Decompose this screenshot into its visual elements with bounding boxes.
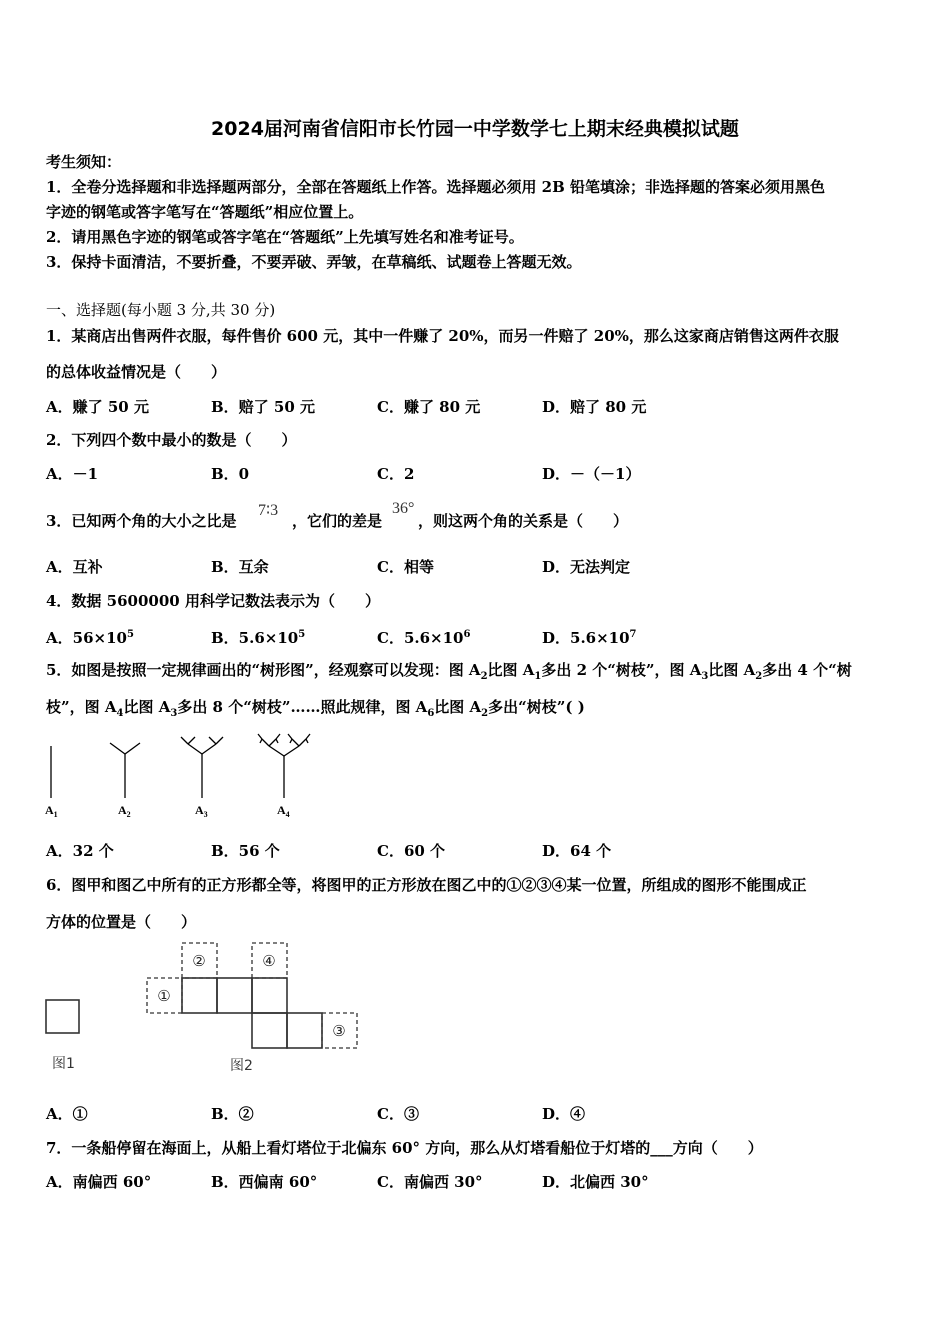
q1-option-b: B．赔了 50 元 <box>211 398 315 416</box>
page-title: 2024届河南省信阳市长竹园一中学数学七上期末经典模拟试题 <box>211 118 739 140</box>
section-heading: 一、选择题(每小题 3 分,共 30 分) <box>46 301 276 319</box>
q4-option-a-base: A．56×10 <box>46 629 127 647</box>
mark-2: ② <box>192 952 206 970</box>
tree-label-a3: $A_3$ <box>195 803 208 819</box>
q3-stem-c: ，则这两个角的关系是（ ） <box>418 512 629 530</box>
q5-sub: 1 <box>534 671 542 682</box>
q5-text: 多出“树枝”( ) <box>488 698 585 716</box>
q4-option-a-exponent: 5 <box>126 629 134 640</box>
q7-option-a: A．南偏西 60° <box>46 1173 152 1191</box>
q2-stem: 2．下列四个数中最小的数是（ ） <box>46 431 297 449</box>
tree-label-a4: $A_4$ <box>277 803 290 819</box>
q4-option-b <box>211 625 305 648</box>
q1-option-a: A．赚了 50 元 <box>46 398 149 416</box>
q5-sub: 4 <box>116 708 124 719</box>
q3-stem-a: 3．已知两个角的大小之比是 <box>46 512 237 530</box>
q3-option-d: D．无法判定 <box>542 558 631 576</box>
q5-sub: 3 <box>701 671 709 682</box>
q7-option-d: D．北偏西 30° <box>542 1173 649 1191</box>
q3-difference: 36° <box>392 500 415 517</box>
q5-option-c: C．60 个 <box>377 842 446 860</box>
q2-option-c: C．2 <box>377 465 415 483</box>
fig1-label: 图1 <box>52 1056 75 1072</box>
q6-stem-b: 方体的位置是（ ） <box>46 913 197 931</box>
q1-stem-a: 1．某商店出售两件衣服，每件售价 600 元，其中一件赚了 20%，而另一件赔了 20%，那么这家商店销售这两件衣服 <box>46 327 839 345</box>
fig1-square <box>46 1000 79 1033</box>
q5-text: 多出 2 个“树枝”，图 A <box>541 661 702 679</box>
q5-text: 比图 A <box>487 661 535 679</box>
q5-text: 比图 A <box>708 661 756 679</box>
q3-option-a: A．互补 <box>46 558 103 576</box>
q5-text: 枝”，图 A <box>46 698 117 716</box>
q5-stem-a <box>46 660 852 687</box>
mark-4: ④ <box>262 952 276 970</box>
notice-heading: 考生须知： <box>46 153 122 171</box>
q7-option-b: B．西偏南 60° <box>211 1173 318 1191</box>
q5-sub: 3 <box>170 708 178 719</box>
q4-option-c-exponent: 6 <box>463 629 471 640</box>
notice-line-2: 2．请用黑色字迹的钢笔或答字笔在“答题纸”上先填写姓名和准考证号。 <box>46 228 524 246</box>
q5-text: 比图 A <box>123 698 171 716</box>
q6-option-d: D．④ <box>542 1105 586 1123</box>
q6-stem-a: 6．图甲和图乙中所有的正方形都全等，将图甲的正方形放在图乙中的①②③④某一位置，所组成的图形不能围成正 <box>46 876 807 894</box>
q2-option-b: B．0 <box>211 465 250 483</box>
notice-line-3: 3．保持卡面清洁，不要折叠，不要弄破、弄皱，在草稿纸、试题卷上答题无效。 <box>46 253 582 271</box>
q4-stem: 4．数据 5600000 用科学记数法表示为（ ） <box>46 592 380 610</box>
tree-figures <box>40 728 340 824</box>
q4-option-c-base: C．5.6×10 <box>377 629 464 647</box>
cube-net-figures <box>40 938 370 1078</box>
q5-text: 比图 A <box>434 698 482 716</box>
notice-line-1a: 1．全卷分选择题和非选择题两部分，全部在答题纸上作答。选择题必须用 2B 铅笔填涂；非选择题的答案必须用黑色 <box>46 178 826 196</box>
notice-line-1b: 字迹的钢笔或答字笔写在“答题纸”相应位置上。 <box>46 203 364 221</box>
fig2-label: 图2 <box>230 1058 253 1074</box>
tree-label-a1: $A_1$ <box>45 803 58 819</box>
q5-stem-b <box>46 697 585 724</box>
mark-1: ① <box>157 987 171 1005</box>
q7-stem: 7．一条船停留在海面上，从船上看灯塔位于北偏东 60° 方向，那么从灯塔看船位于灯塔的___方向（ ） <box>46 1139 763 1157</box>
q4-option-b-base: B．5.6×10 <box>211 629 299 647</box>
q4-option-d-exponent: 7 <box>629 629 637 640</box>
q4-option-c <box>377 625 470 648</box>
mark-3: ③ <box>332 1022 346 1040</box>
q4-option-d-base: D．5.6×10 <box>542 629 630 647</box>
q3-stem-b: ，它们的差是 <box>292 512 383 530</box>
q4-option-a <box>46 625 134 648</box>
q5-option-b: B．56 个 <box>211 842 280 860</box>
q5-text: 多出 8 个“树枝”……照此规律，图 A <box>177 698 428 716</box>
q7-option-c: C．南偏西 30° <box>377 1173 483 1191</box>
q3-option-c: C．相等 <box>377 558 434 576</box>
q5-text: 多出 4 个“树 <box>762 661 852 679</box>
q5-sub: 6 <box>427 708 435 719</box>
q6-option-b: B．② <box>211 1105 254 1123</box>
q5-sub: 2 <box>755 671 763 682</box>
q2-option-d: D．－（－1） <box>542 465 641 483</box>
q4-option-d <box>542 625 637 648</box>
q1-option-d: D．赔了 80 元 <box>542 398 647 416</box>
q4-option-b-exponent: 5 <box>298 629 306 640</box>
q3-ratio: 7∶3 <box>258 502 279 519</box>
q6-option-c: C．③ <box>377 1105 419 1123</box>
q5-sub: 2 <box>480 671 488 682</box>
q5-text: 5．如图是按照一定规律画出的“树形图”，经观察可以发现：图 A <box>46 661 481 679</box>
q3-option-b: B．互余 <box>211 558 269 576</box>
q1-option-c: C．赚了 80 元 <box>377 398 481 416</box>
q2-option-a: A．－1 <box>46 465 99 483</box>
tree-label-a2: $A_2$ <box>118 803 131 819</box>
q5-option-a: A．32 个 <box>46 842 114 860</box>
q5-sub: 2 <box>481 708 489 719</box>
q5-option-d: D．64 个 <box>542 842 612 860</box>
q1-stem-b: 的总体收益情况是（ ） <box>46 363 227 381</box>
q6-option-a: A．① <box>46 1105 88 1123</box>
